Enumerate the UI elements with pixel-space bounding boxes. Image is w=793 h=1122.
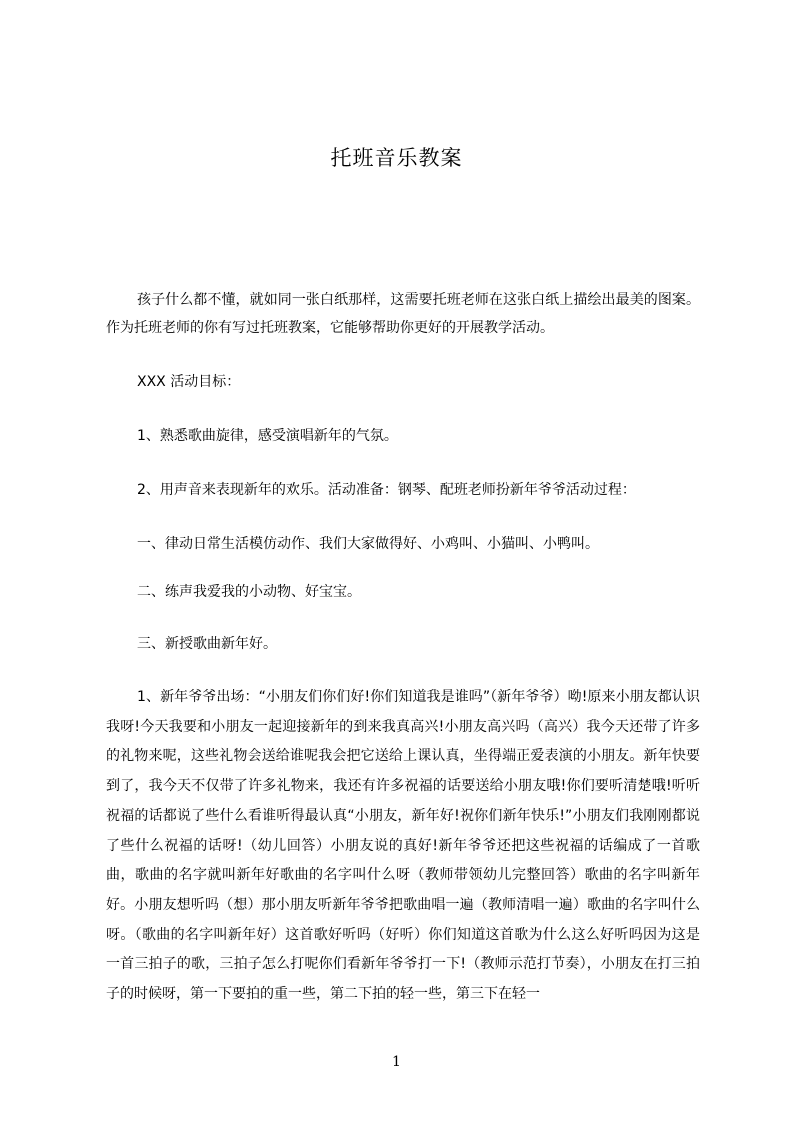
process-step-3: 三、新授歌曲新年好。 (137, 636, 277, 652)
goal-item-1: 1、熟悉歌曲旋律，感受演唱新年的气氛。 (137, 428, 398, 444)
page-number: 1 (392, 1054, 401, 1070)
goal-item-2: 2、用声音来表现新年的欢乐。活动准备：钢琴、配班老师扮新年爷爷活动过程： (137, 482, 636, 498)
goal-heading: XXX 活动目标： (137, 374, 241, 390)
document-title: 托班音乐教案 (330, 146, 463, 170)
process-step-1: 一、律动日常生活模仿动作、我们大家做得好、小鸡叫、小猫叫、小鸭叫。 (137, 536, 599, 552)
activity-narrative-paragraph: 1、新年爷爷出场：“小朋友们你们好!你们知道我是谁吗”（新年爷爷）呦!原来小朋友都认识我呀!今天我要和小朋友一起迎接新年的到来我真高兴!小朋友高兴吗（高兴）我今天还带了许多的礼物来呢，这些礼物会送给谁呢我会把它送给上课认真，坐得端正爱表演的小朋友。新年快要到了，我今天不仅带了许多礼物来，我还有许多祝福的话要送给小朋友哦!你们要听清楚哦!听听祝福的话都说了些什么看谁听得最认真“小朋友，新年好!祝你们新年快乐!”小朋友们我刚刚都说了些什么祝福的话呀!（幼儿回答）小朋友说的真好!新年爷爷还把这些祝福的话编成了一首歌曲，歌曲的名字就叫新年好歌曲的名字叫什么呀（教师带领幼儿完整回答）歌曲的名字叫新年好。小朋友想听吗（想）那小朋友听新年爷爷把歌曲唱一遍（教师清唱一遍）歌曲的名字叫什么呀。（歌曲的名字叫新年好）这首歌好听吗（好听）你们知道这首歌为什么这么好听吗因为这是一首三拍子的歌，三拍子怎么打呢你们看新年爷爷打一下!（教师示范打节奏），小朋友在打三拍子的时候呀，第一下要拍的重一些，第二下拍的轻一些，第三下在轻一 (106, 689, 700, 1003)
process-step-2: 二、练声我爱我的小动物、好宝宝。 (137, 584, 361, 600)
intro-paragraph: 孩子什么都不懂，就如同一张白纸那样，这需要托班老师在这张白纸上描绘出最美的图案。作为托班老师的你有写过托班教案，它能够帮助你更好的开展教学活动。 (106, 292, 700, 336)
